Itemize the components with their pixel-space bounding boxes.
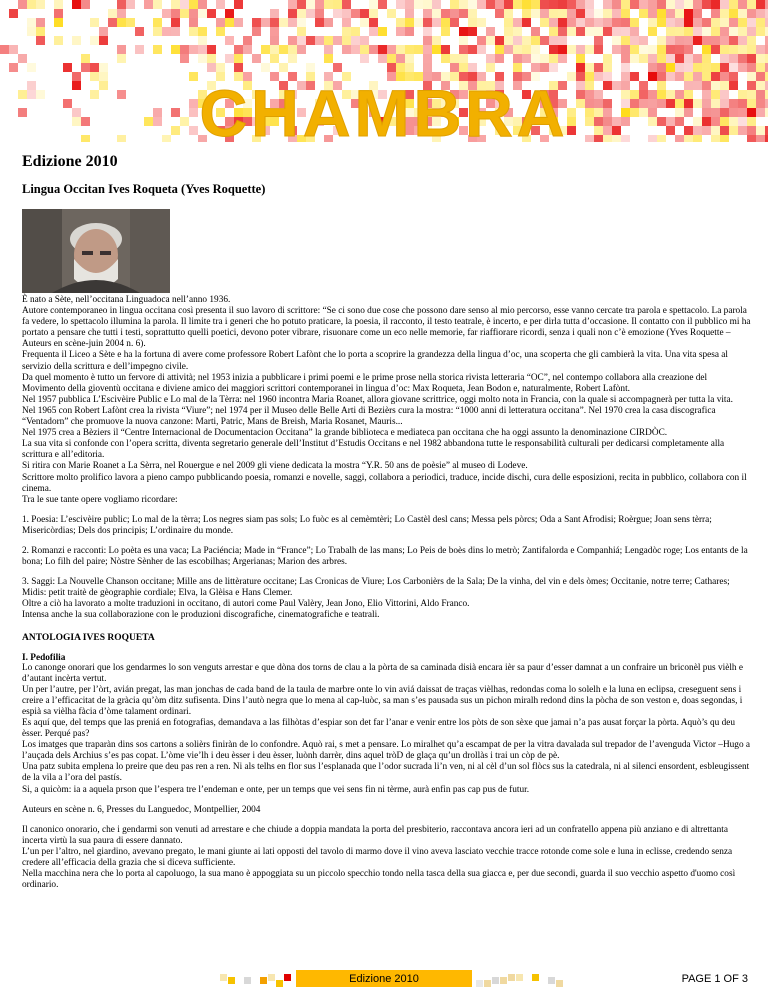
bio-paragraph: Autore contemporaneo in lingua occitana così presenta il suo lavoro di scrittore: “Se ci sono due cose che possono dare senso al mio percorso, esse vanno cercate tra parola e spettacolo. La parola fa vedere, lo spettacolo illumina la parola. Il limite tra i generi che ho potuto praticare, la poesia, il racconto, il testo teatrale, è incerto, e per dirla tutta d’occasione. Il contatto con il pubblico mi ha portato a pensare che tutti i testi, soprattutto quelli poetici, devono poter vibrare, risuonare come un eco nelle memorie, far riaffiorare ricordi, senza i quali non c’è emozione (Yves Roquette – Auteurs en scène-juin 2004 n. 6). <box>22 306 751 350</box>
works-poetry: 1. Poesia: L’escivèire public; Lo mal de la tèrra; Los negres siam pas sols; Lo fuòc es al cemèmtèri; Lo Castèl desl cans; Messa pels pòrcs; Oda a Sant Afrodisi; Roèrgue; Joan sens tèrra; Misericòrdias; Dels dos principis; L’ordinaire du monde. <box>22 514 712 536</box>
text-paragraph: Es aquí que, del temps que las preniá en fotografias, demandava a las filhòtas d’espiar son det far l’anar e venir entre los pòts de son sèxe que jamai n’a pas ausat forçar la pòrta. Aquò’s qu deu èsser. Perqué pas? <box>22 718 736 740</box>
text-paragraph: Los imatges que traparàn dins sos cartons a solièrs finiràn de lo confondre. Aquò rai, s met a pensare. Lo miralhet qu’a escampat de per la vitra davalada sul trepador de l’avenguda Victor –Hugo a l’auçada dels Archius s’es pas copat. L’òme vie’lh i deu èsser i deu èsser, luònh darrèr, dins aquel tròD de glaça qu’un drollàs i trai un còp de pè. <box>22 740 751 762</box>
bio-paragraph: Nel 1975 crea a Bèziers il “Centre Internacional de Documentacion Occitana” la grande biblioteca e mediateca pan occitana che ha oggi assunto la denominazione CIRDÒC. <box>22 428 668 439</box>
bio-paragraph: Frequenta il Liceo a Sète e ha la fortuna di avere come professore Robert Lafònt che lo porta a scoprire la grandezza della lingua d’oc, una scoperta che gli cambierà la vita. Una vita spesa al servizio della scrittura e dell’impegno civile. <box>22 350 728 372</box>
text-paragraph: Un per l’autre, per l’òrt, avián pregat, las man jonchas de cada band de la taula de marbre onte lo vin aviá daissat de traças vièlhas, redondas coma lo solelh e la luna en eclipsa, creseguent sens i creire a l’efficacitat de la gràcia qu’òm ditz sufisenta. Dins l’autò negra que lo mena al cap-luòc, sa man s’es pausada sus un pichon miralh redond dins la pòcha de son veston e, doas segondas, i espià sa vièlha fàcia d’òme talament ordinari. <box>22 684 743 717</box>
banner-logo-text: CHAMBRA <box>199 76 569 142</box>
text-paragraph: Il canonico onorario, che i gendarmi son venuti ad arrestare e che chiude a doppia mandata la porta del presbiterio, raccontava ancora ieri ad un confratello appena più anziano e di altrettanta incerta virtù la sua paura di essere dannato. <box>22 824 728 846</box>
page-footer <box>0 972 768 994</box>
text-paragraph: Una patz subita emplena lo preire que deu pas ren a ren. Ni als telhs en flor sus l’esplanada que l’odor sucrada li’n ven, ni al cèl d’un sol flòcs sus la catedrala, ni al silenci ensordent, esbleugissent de la vila a l’ora del pastís. <box>22 762 750 784</box>
italian-text <box>22 825 752 892</box>
works-collaboration: Intensa anche la sua collaborazione con le produzioni discografiche, cinematografiche e teatrali. <box>22 610 380 621</box>
bio-paragraph: Nel 1965 con Robert Lafònt crea la rivista “Viure”; nel 1974 per il Museo delle Belle Arti di Bezièrs cura la mostra: “1000 anni di letteratura occitana”. Nel 1970 crea la casa discografica “Ventadorn” che promuove la nuova canzone: Marti, Patric, Mans de Breish, Maria Rosanet, Mauris... <box>22 405 716 428</box>
bio-paragraph: Da quel momento è tutto un fervore di attività; nel 1953 inizia a pubblicare i primi poemi e le prime prose nella storica rivista letteraria “OC”, nel contempo collabora alla creazione del Movimento della gioventù occitana e diviene amico dei maggiori scrittori contemporanei in lingua d’oc: Max Roqueta, Jean Bodon e, naturalmente, Robert Lafònt. <box>22 372 708 394</box>
text-paragraph: Si, a quicòm: ia a aquela prson que l’espera tre l’endeman e onte, per un temps que vei sens fin ni tèrme, aurà enfin pas cap pus de futur. <box>22 784 530 795</box>
document-body <box>22 145 752 891</box>
portrait-image <box>22 209 170 293</box>
page-number: PAGE 1 OF 3 <box>681 973 748 985</box>
text-paragraph: Nella macchina nera che lo porta al capoluogo, la sua mano è appoggiata su un piccolo specchio tondo nella tasca della sua giacca e, per due secondi, guarda il suo vecchio aspetto d'uomo così ordinario. <box>22 869 736 891</box>
footer-label: Edizione 2010 <box>349 973 419 985</box>
bio-paragraph: È nato a Sète, nell’occitana Linguadoca nell’anno 1936. <box>22 295 231 305</box>
bio-paragraph: La sua vita si confonde con l’opera scritta, diventa segretario generale dell’Institut d’Estudis Occitans e nel 1982 abbandona tutte le responsabilità culturali per dedicarsi completamente alla scrittura e all’editoria. <box>22 439 725 461</box>
author-title: Lingua Occitan Ives Roqueta (Yves Roquette) <box>22 182 266 196</box>
works-novels: 2. Romanzi e racconti: Lo poèta es una vaca; La Paciéncia; Made in “France”; Lo Trabalh de las mans; Lo Peis de boès dins lo metrò; Zantifalorda e Companhiá; Lengadòc roge; Los entants de la bona; Lo filh del paire; Nòstre Sènher de las escobilhas; Argerianas; Marion des arbres. <box>22 545 748 568</box>
bio-paragraph: Nel 1957 pubblica L’Escivèire Public e Lo mal de la Tèrra: nel 1960 incontra Maria Roanet, allora giovane scrittrice, oggi molto nota in Francia, con la quale si accompagnerà per tutta la vita. <box>22 394 733 405</box>
source-citation: Auteurs en scène n. 6, Presses du Languedoc, Montpellier, 2004 <box>22 804 261 815</box>
text-paragraph: Lo canonge onorari que los gendarmes lo son venguts arrestar e que dòna dos torns de clau a la pòrta de sa caminada disià encara ièr sa paur d’esser damnat a un confraire un briconèl pus vièlh e d’autant incèrta vertut. <box>22 662 744 684</box>
author-photo <box>22 209 170 293</box>
section-title: I. Pedofilia <box>22 652 66 663</box>
works-essays: 3. Saggi: La Nouvelle Chanson occitane; Mille ans de littèrature occitane; Las Cronicas de Viure; Los Carbonièrs de la Sala; De la vinha, del vin e dels òmes; Occitanie, notre terre; Cathares; Midis: petit traitè de gèographie cordiale; Elva, la Glèisa e Hans Clemer. <box>22 577 730 599</box>
bio-paragraph: Tra le sue tante opere vogliamo ricordare: <box>22 494 178 505</box>
edition-title: Edizione 2010 <box>22 153 118 170</box>
anthology-title: ANTOLOGIA IVES ROQUETA <box>22 632 155 643</box>
bio-paragraph: Si ritira con Marie Roanet a La Sèrra, nel Rouergue e nel 2009 gli viene dedicata la mostra “Y.R. 50 ans de poèsie” al museo di Lodeve. <box>22 461 528 472</box>
chambra-banner <box>0 0 768 142</box>
biography <box>22 295 752 506</box>
text-paragraph: L’un per l’altro, nel giardino, avevano pregato, le mani giunte ai lati opposti del tavolo di marmo dove il vino aveva lasciato vecchie tracce rotonde come sole e luna in eclisse, credendo senza credere all’efficacia della grazia che si diceva sufficiente. <box>22 846 733 869</box>
occitan-text <box>22 663 752 796</box>
bio-paragraph: Scrittore molto prolifico lavora a pieno campo pubblicando poesia, romanzi e novelle, saggi, collabora a periodici, traduce, incide dischi, cura delle esposizioni, recita in pubblico, collabora con il cinema. <box>22 472 747 494</box>
works-translations: Oltre a ciò ha lavorato a molte traduzioni in occitano, di autori come Paul Valèry, Jean Jono, Elio Vittorini, Aldo Franco. <box>22 599 470 610</box>
